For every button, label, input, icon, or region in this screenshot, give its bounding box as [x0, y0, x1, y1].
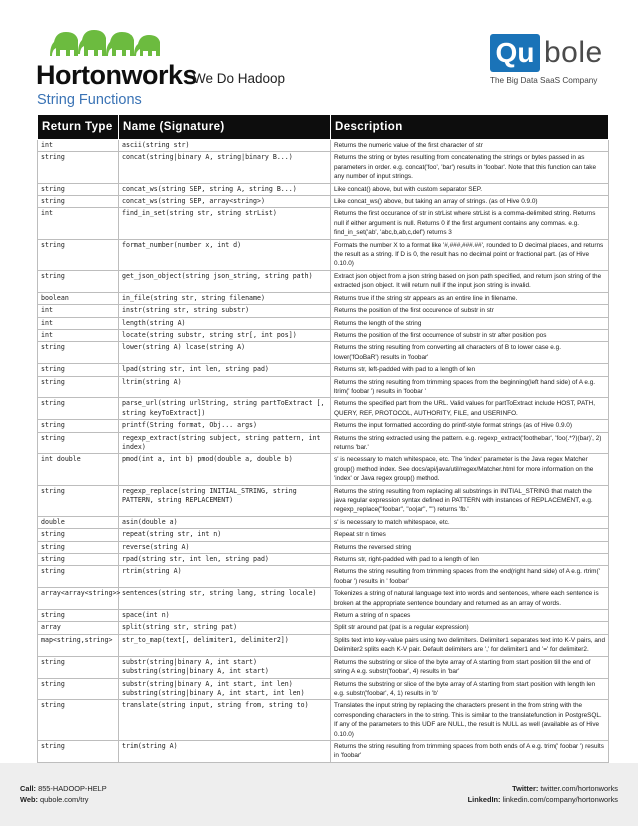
table-row — [38, 566, 609, 588]
signature-cell: get_json_object(string json_string, string path) — [119, 270, 331, 292]
return-type-cell: int — [38, 208, 119, 239]
description-cell: Returns the substring or slice of the byte array of A starting from start position with length len e.g. substr('foobar', 4, 1) results in 'b' — [331, 678, 609, 700]
description-cell: Like concat_ws() above, but taking an array of strings. (as of Hive 0.9.0) — [331, 196, 609, 208]
signature-cell: lower(string A) lcase(string A) — [119, 342, 331, 364]
description-cell: Returns the length of the string — [331, 317, 609, 329]
table-row — [38, 485, 609, 516]
string-functions-table — [37, 114, 609, 785]
return-type-cell: int — [38, 317, 119, 329]
table-body — [38, 140, 609, 785]
table-row — [38, 342, 609, 364]
table-header-row — [38, 115, 609, 140]
return-type-cell: string — [38, 678, 119, 700]
table-row — [38, 152, 609, 183]
signature-cell: rtrim(string A) — [119, 566, 331, 588]
return-type-cell: int — [38, 329, 119, 341]
signature-cell: substr(string|binary A, int start) substring(string|binary A, int start) — [119, 656, 331, 678]
page-header — [0, 0, 638, 115]
description-cell: Returns the numeric value of the first character of str — [331, 140, 609, 152]
header-return-type: Return Type — [38, 115, 119, 140]
page-title: String Functions — [37, 92, 142, 108]
signature-cell: in_file(string str, string filename) — [119, 292, 331, 304]
twitter-label: Twitter: — [512, 784, 539, 793]
signature-cell: asin(double a) — [119, 516, 331, 528]
return-type-cell: string — [38, 566, 119, 588]
description-cell: Returns the substring or slice of the byte array of A starting from start position till the end of string A e.g. substr('foobar', 4) results in 'bar' — [331, 656, 609, 678]
description-cell: Splits text into key-value pairs using two delimiters. Delimiter1 separates text into K-V pairs, and Delimiter2 splits each K-V pair. Default delimiters are ',' for delimiter1 and '=' for delimiter2. — [331, 634, 609, 656]
table-row — [38, 588, 609, 610]
return-type-cell: int double — [38, 454, 119, 485]
table-row — [38, 622, 609, 634]
table-row — [38, 317, 609, 329]
signature-cell: pmod(int a, int b) pmod(double a, double b) — [119, 454, 331, 485]
table-row — [38, 208, 609, 239]
table-row — [38, 554, 609, 566]
description-cell: Returns the string resulting from trimming spaces from both ends of A e.g. trim(' foobar ') results in 'foobar' — [331, 740, 609, 762]
signature-cell: lpad(string str, int len, string pad) — [119, 364, 331, 376]
header-name-signature: Name (Signature) — [119, 115, 331, 140]
return-type-cell: string — [38, 183, 119, 195]
description-cell: Returns the position of the first occurrence of substr in str after position pos — [331, 329, 609, 341]
return-type-cell: double — [38, 516, 119, 528]
signature-cell: regexp_extract(string subject, string pattern, int index) — [119, 432, 331, 454]
description-cell: Return a string of n spaces — [331, 610, 609, 622]
signature-cell: concat_ws(string SEP, string A, string B...) — [119, 183, 331, 195]
description-cell: Repeat str n times — [331, 529, 609, 541]
return-type-cell: int — [38, 140, 119, 152]
table-row — [38, 239, 609, 270]
signature-cell: space(int n) — [119, 610, 331, 622]
table-row — [38, 183, 609, 195]
qubole-tagline: The Big Data SaaS Company — [490, 76, 598, 85]
return-type-cell: string — [38, 432, 119, 454]
return-type-cell: string — [38, 398, 119, 420]
description-cell: Formats the number X to a format like '#,###,###.##', rounded to D decimal places, and returns the result as a string. If D is 0, the result has no decimal point or fractional part. (as of Hive 0.10.0) — [331, 239, 609, 270]
description-cell: Returns the string extracted using the pattern. e.g. regexp_extract('foothebar', 'foo(.*?)(bar)', 2) returns 'bar.' — [331, 432, 609, 454]
description-cell: Returns the string resulting from trimming spaces from the beginning(left hand side) of A e.g. ltrim(' foobar ') results in 'foobar ' — [331, 376, 609, 398]
page-footer — [0, 763, 638, 826]
hortonworks-tagline: We Do Hadoop — [193, 71, 286, 86]
signature-cell: ltrim(string A) — [119, 376, 331, 398]
description-cell: Translates the input string by replacing the characters present in the from string with the corresponding characters in the to string. This is similar to the translatefunction in PostgreSQL. If any of the parameters to this UDF are NULL, the result is NULL as well (available as of Hive 0.10.0) — [331, 700, 609, 741]
signature-cell: translate(string input, string from, string to) — [119, 700, 331, 741]
footer-contact — [20, 783, 107, 805]
signature-cell: str_to_map(text[, delimiter1, delimiter2]) — [119, 634, 331, 656]
description-cell: s' is necessary to match whitespace, etc. — [331, 516, 609, 528]
description-cell: Returns the string resulting from converting all characters of B to lower case e.g. lower('fOoBaR') results in 'foobar' — [331, 342, 609, 364]
return-type-cell: map<string,string> — [38, 634, 119, 656]
description-cell: Returns str, right-padded with pad to a length of len — [331, 554, 609, 566]
table-row — [38, 432, 609, 454]
table-row — [38, 140, 609, 152]
linkedin-label: LinkedIn: — [467, 795, 501, 804]
header-description: Description — [331, 115, 609, 140]
table-row — [38, 376, 609, 398]
twitter-link[interactable]: twitter.com/hortonworks — [540, 784, 618, 793]
return-type-cell: string — [38, 239, 119, 270]
description-cell: Returns str, left-padded with pad to a length of len — [331, 364, 609, 376]
signature-cell: substr(string|binary A, int start, int len) substring(string|binary A, int start, int len) — [119, 678, 331, 700]
signature-cell: concat_ws(string SEP, array<string>) — [119, 196, 331, 208]
table-row — [38, 270, 609, 292]
signature-cell: trim(string A) — [119, 740, 331, 762]
table-row — [38, 678, 609, 700]
signature-cell: rpad(string str, int len, string pad) — [119, 554, 331, 566]
description-cell: Returns the reversed string — [331, 541, 609, 553]
table-row — [38, 364, 609, 376]
return-type-cell: string — [38, 554, 119, 566]
table-row — [38, 529, 609, 541]
web-link[interactable]: qubole.com/try — [40, 795, 89, 804]
signature-cell: length(string A) — [119, 317, 331, 329]
description-cell: Returns true if the string str appears as an entire line in filename. — [331, 292, 609, 304]
return-type-cell: int — [38, 305, 119, 317]
table-row — [38, 305, 609, 317]
description-cell: Extract json object from a json string based on json path specified, and return json string of the extracted json object. It will return null if the input json string is invalid. — [331, 270, 609, 292]
table-row — [38, 516, 609, 528]
signature-cell: regexp_replace(string INITIAL_STRING, string PATTERN, string REPLACEMENT) — [119, 485, 331, 516]
return-type-cell: string — [38, 485, 119, 516]
description-cell: Returns the input formatted according do printf-style format strings (as of Hive 0.9.0) — [331, 420, 609, 432]
return-type-cell: string — [38, 420, 119, 432]
linkedin-link[interactable]: linkedin.com/company/hortonworks — [502, 795, 618, 804]
table-row — [38, 740, 609, 762]
return-type-cell: string — [38, 740, 119, 762]
qubole-logo-box: Qu — [490, 34, 540, 72]
return-type-cell: string — [38, 270, 119, 292]
table-row — [38, 610, 609, 622]
return-type-cell: string — [38, 364, 119, 376]
table-row — [38, 196, 609, 208]
signature-cell: printf(String format, Obj... args) — [119, 420, 331, 432]
return-type-cell: array<array<string>> — [38, 588, 119, 610]
return-type-cell: string — [38, 541, 119, 553]
table-row — [38, 329, 609, 341]
table-row — [38, 398, 609, 420]
return-type-cell: string — [38, 656, 119, 678]
return-type-cell: string — [38, 529, 119, 541]
signature-cell: split(string str, string pat) — [119, 622, 331, 634]
return-type-cell: array — [38, 622, 119, 634]
signature-cell: sentences(string str, string lang, string locale) — [119, 588, 331, 610]
table-row — [38, 420, 609, 432]
description-cell: s' is necessary to match whitespace, etc. The 'index' parameter is the Java regex Matcher group() method index. See docs/api/java/util/regex/Matcher.html for more information on the 'index' or Java regex group() method. — [331, 454, 609, 485]
description-cell: Returns the string resulting from replacing all substrings in INITIAL_STRING that match the java regular expression syntax defined in PATTERN with instances of REPLACEMENT, e.g. regexp_replace("foobar", "oo|ar", "") returns 'fb.' — [331, 485, 609, 516]
description-cell: Returns the position of the first occurence of substr in str — [331, 305, 609, 317]
description-cell: Returns the specified part from the URL. Valid values for partToExtract include HOST, PATH, QUERY, REF, PROTOCOL, AUTHORITY, FILE, and USERINFO. — [331, 398, 609, 420]
description-cell: Split str around pat (pat is a regular expression) — [331, 622, 609, 634]
signature-cell: repeat(string str, int n) — [119, 529, 331, 541]
call-label: Call: — [20, 784, 37, 793]
signature-cell: ascii(string str) — [119, 140, 331, 152]
hortonworks-elephants-logo — [50, 28, 168, 62]
description-cell: Like concat() above, but with custom separator SEP. — [331, 183, 609, 195]
web-label: Web: — [20, 795, 38, 804]
return-type-cell: string — [38, 196, 119, 208]
table-row — [38, 634, 609, 656]
signature-cell: parse_url(string urlString, string partToExtract [, string keyToExtract]) — [119, 398, 331, 420]
signature-cell: reverse(string A) — [119, 541, 331, 553]
description-cell: Returns the first occurance of str in strList where strList is a comma-delimited string. Returns null if either argument is null. Returns 0 if the first argument contains any commas. e.g. find_in_set('ab', 'abc,b,ab,c,def') returns 3 — [331, 208, 609, 239]
signature-cell: instr(string str, string substr) — [119, 305, 331, 317]
table-row — [38, 656, 609, 678]
description-cell: Returns the string or bytes resulting from concatenating the strings or bytes passed in as parameters in order. e.g. concat('foo', 'bar') results in 'foobar'. Note that this function can take any number of input strings. — [331, 152, 609, 183]
hortonworks-wordmark: Hortonworks — [36, 60, 198, 90]
qubole-logo-text: bole — [544, 36, 603, 69]
description-cell: Tokenizes a string of natural language text into words and sentences, where each sentence is broken at the appropriate sentence boundary and returned as an array of words. — [331, 588, 609, 610]
return-type-cell: string — [38, 700, 119, 741]
signature-cell: locate(string substr, string str[, int pos]) — [119, 329, 331, 341]
call-number: 855-HADOOP-HELP — [38, 784, 107, 793]
footer-social — [468, 783, 618, 805]
return-type-cell: string — [38, 376, 119, 398]
signature-cell: format_number(number x, int d) — [119, 239, 331, 270]
signature-cell: find_in_set(string str, string strList) — [119, 208, 331, 239]
return-type-cell: string — [38, 152, 119, 183]
signature-cell: concat(string|binary A, string|binary B...) — [119, 152, 331, 183]
table-row — [38, 292, 609, 304]
return-type-cell: boolean — [38, 292, 119, 304]
return-type-cell: string — [38, 610, 119, 622]
table-row — [38, 541, 609, 553]
description-cell: Returns the string resulting from trimming spaces from the end(right hand side) of A e.g. rtrim(' foobar ') results in ' foobar' — [331, 566, 609, 588]
return-type-cell: string — [38, 342, 119, 364]
table-row — [38, 454, 609, 485]
table-row — [38, 700, 609, 741]
